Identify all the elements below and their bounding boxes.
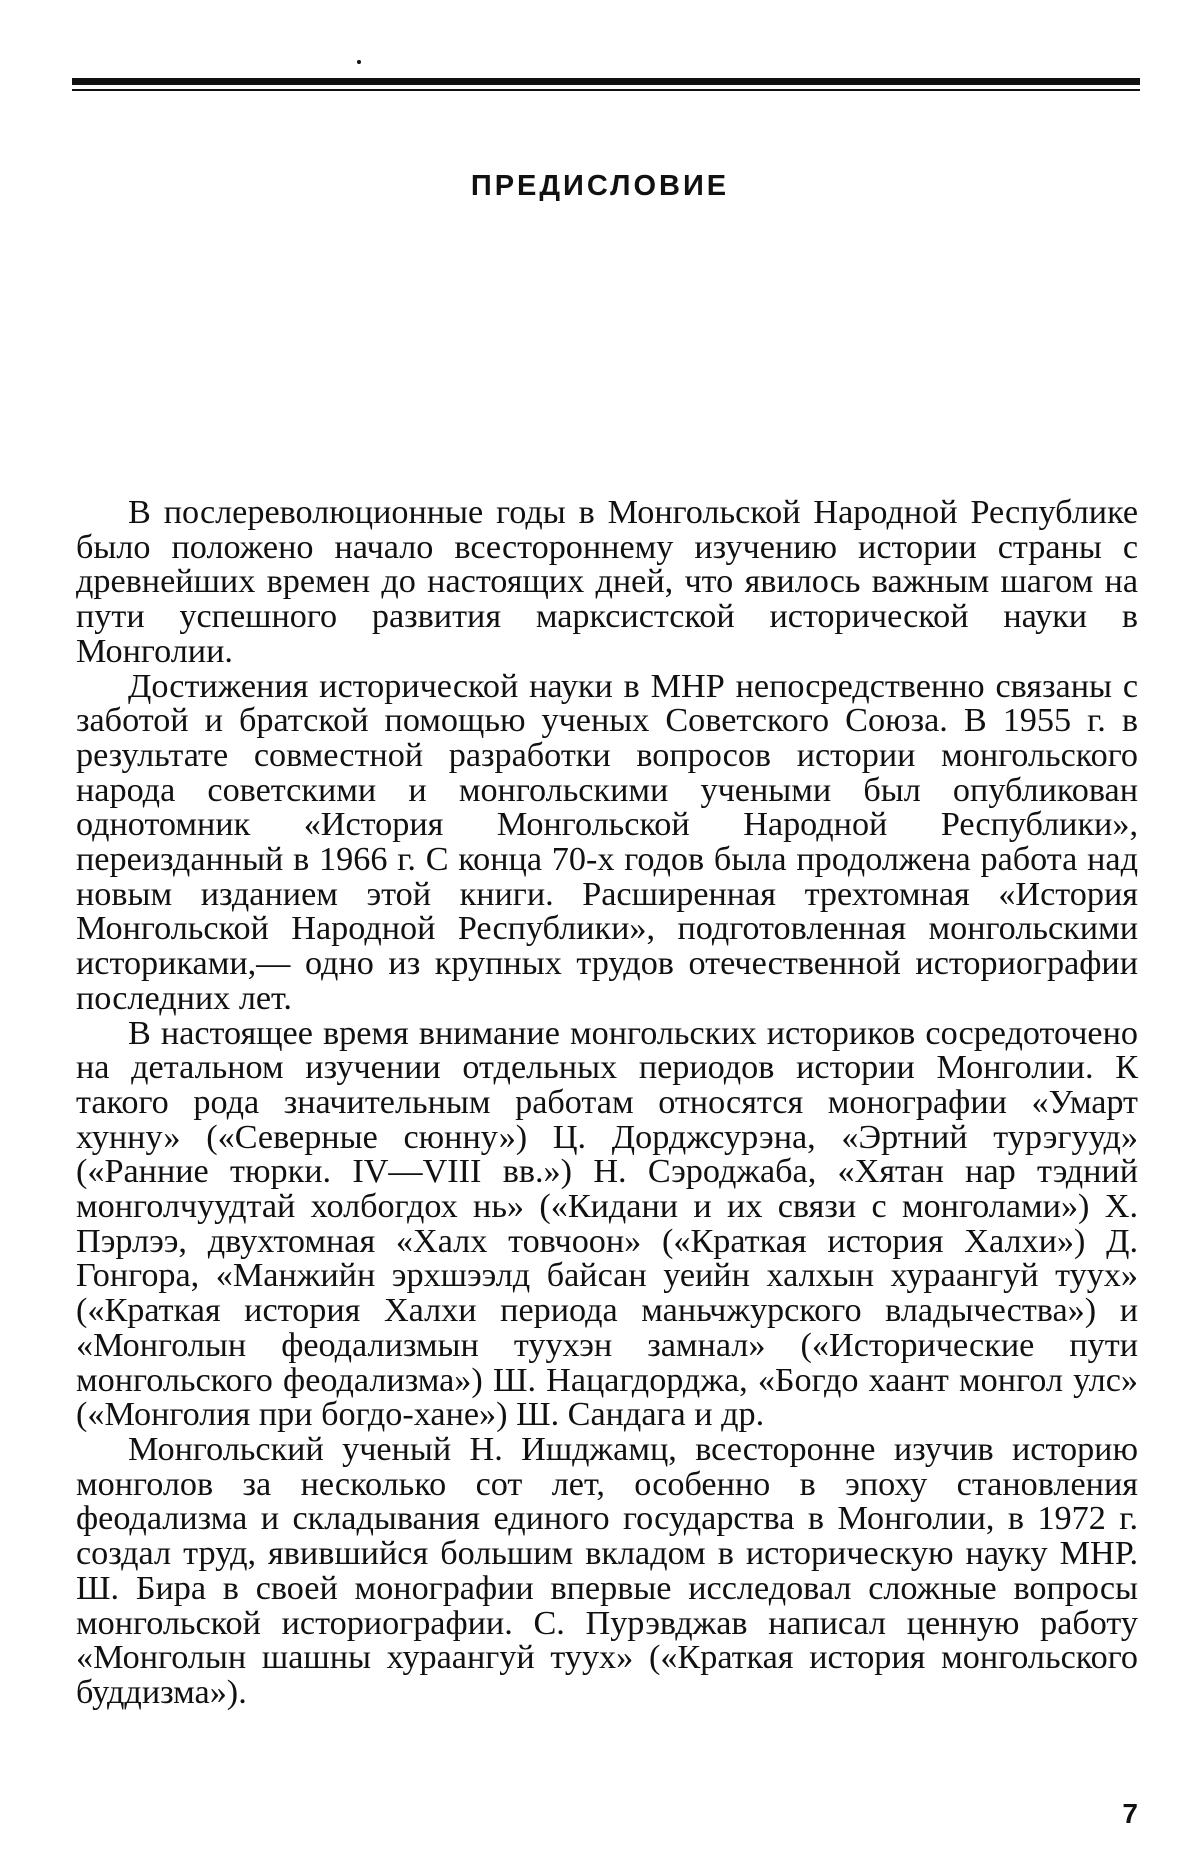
body-text: [76, 496, 1138, 1711]
page-title: ПРЕДИСЛОВИЕ: [470, 170, 730, 202]
paragraph-3: В настоящее время внимание монгольских историков сосредоточено на детальном изучении отдельных периодов истории Монголии. К такого рода значительным работам относятся монографии «Умарт хунну» («Северные сюнну») Ц. Дорджсурэна, «Эртний турэгууд» («Ранние тюрки. IV—VIII вв.») Н. Сэроджаба, «Хятан нар тэдний монголчуудтай холбогдох нь» («Кидани и их связи с монголами») Х. Пэрлээ, двухтомная «Халх товчоон» («Краткая история Халхи») Д. Гонгора, «Манжийн эрхшээлд байсан уеийн халхын хураангуй туух» («Краткая история Халхи периода маньчжурского владычества») и «Монголын феодализмын туухэн замнал» («Исторические пути монгольского феодализма») Ш. Нацагдорджа, «Богдо хаант монгол улс» («Монголия при богдо-хане») Ш. Сандага и др.: [76, 1014, 1138, 1434]
header-rule-thin: [72, 89, 1140, 91]
paragraph-2: Достижения исторической науки в МНР непосредственно связаны с заботой и братской помощью ученых Советского Союза. В 1955 г. в результате совместной разработки вопросов истории монгольского народа советскими и монгольскими учеными был опубликован однотомник «История Монгольской Народной Республики», переизданный в 1966 г. С конца 70-х годов была продолжена работа над новым изданием этой книги. Расширенная трехтомная «История Монгольской Народной Республики», подготовленная монгольскими историками,— одно из крупных трудов отечественной историографии последних лет.: [76, 667, 1138, 1017]
paragraph-1: В послереволюционные годы в Монгольской Народной Республике было положено начало всестороннему изучению истории страны с древнейших времен до настоящих дней, что явилось важным шагом на пути успешного развития марксистской исторической науки в Монголии.: [76, 494, 1138, 670]
paragraph-4: Монгольский ученый Н. Ишджамц, всесторонне изучив историю монголов за несколько сот лет, особенно в эпоху становления феодализма и складывания единого государства в Монголии, в 1972 г. создал труд, явившийся большим вкладом в историческую науку МНР. Ш. Бира в своей монографии впервые исследовал сложные вопросы монгольской историографии. С. Пурэвджав написал ценную работу «Монголын шашны хураангуй туух» («Краткая история монгольского буддизма»).: [76, 1430, 1138, 1711]
header-rule-thick: [72, 78, 1140, 85]
print-speck: [357, 60, 361, 64]
page-number: 7: [1122, 1798, 1138, 1829]
